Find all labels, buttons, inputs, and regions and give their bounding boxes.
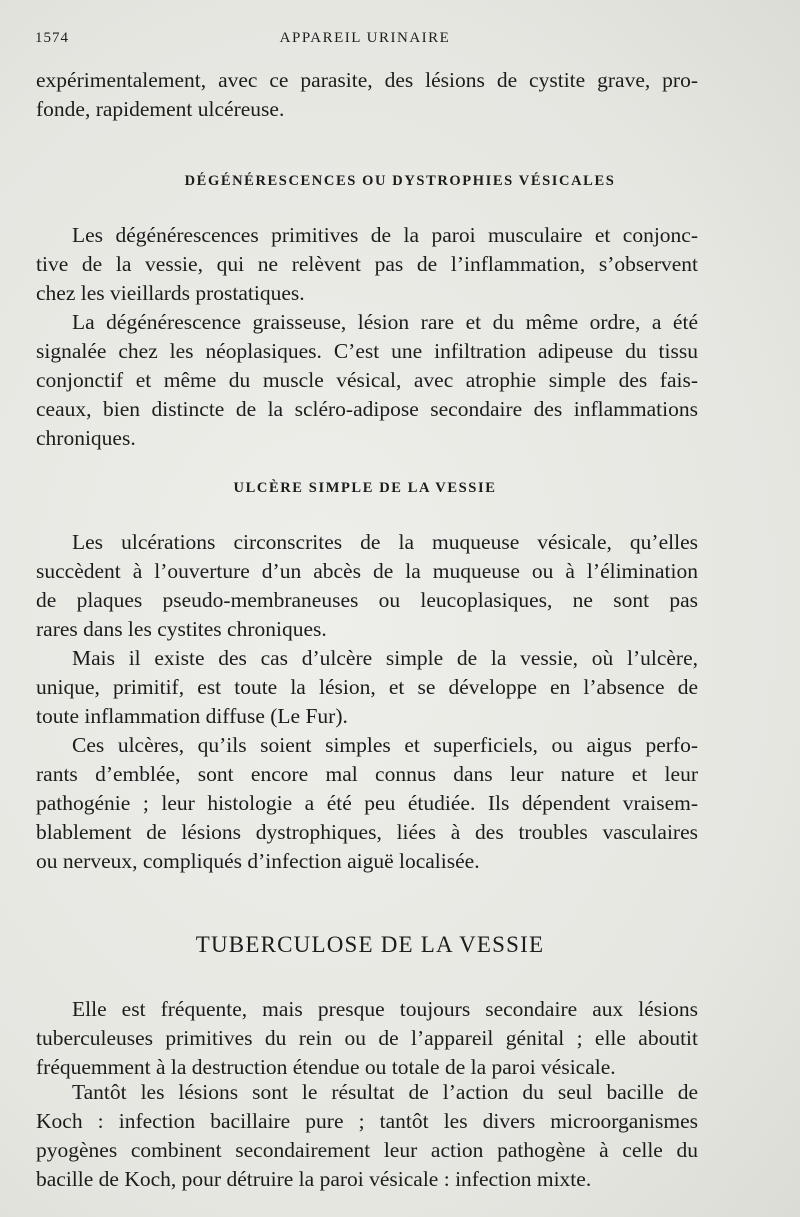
- text-line: chroniques.: [36, 426, 136, 450]
- text-line: chez les vieillards prostatiques.: [36, 281, 305, 305]
- text-line: succèdent à l’ouverture d’un abcès de la muqueuse ou à l’élimination: [36, 559, 698, 583]
- paragraph-ulcere-2: [36, 644, 698, 731]
- text-line: fonde, rapidement ulcéreuse.: [36, 97, 285, 121]
- paragraph-tuberculose-2: [36, 1078, 698, 1194]
- section-heading-tuberculose: TUBERCULOSE DE LA VESSIE: [195, 932, 545, 957]
- text-line: rares dans les cystites chroniques.: [36, 617, 327, 641]
- paragraph-degenerescences-1: [36, 221, 698, 308]
- running-head: [35, 30, 695, 54]
- text-line: Koch : infection bacillaire pure ; tantôt les divers microorganismes: [36, 1109, 698, 1133]
- text-line: expérimentalement, avec ce parasite, des lésions de cystite grave, pro-: [36, 68, 698, 92]
- text-line: rants d’emblée, sont encore mal connus dans leur nature et leur: [36, 762, 698, 786]
- page-number: 1574: [35, 30, 69, 46]
- text-line: de plaques pseudo-membraneuses ou leucoplasiques, ne sont pas: [36, 588, 698, 612]
- text-line: ou nerveux, compliqués d’infection aiguë localisée.: [36, 849, 480, 873]
- text-line: tuberculeuses primitives du rein ou de l’appareil génital ; elle aboutit: [36, 1026, 698, 1050]
- text-line: ceaux, bien distincte de la scléro-adipose secondaire des inflammations: [36, 397, 698, 421]
- text-line: Les ulcérations circonscrites de la muqueuse vésicale, qu’elles: [72, 530, 698, 554]
- paragraph-tuberculose-1: [36, 995, 698, 1082]
- text-line: signalée chez les néoplasiques. C’est une infiltration adipeuse du tissu: [36, 339, 698, 363]
- text-line: tive de la vessie, qui ne relèvent pas de l’inflammation, s’observent: [36, 252, 698, 276]
- section-heading-degenerescences: DÉGÉNÉRESCENCES OU DYSTROPHIES VÉSICALES: [184, 173, 616, 189]
- paragraph-degenerescences-2: [36, 308, 698, 453]
- text-line: Elle est fréquente, mais presque toujours secondaire aux lésions: [72, 997, 698, 1021]
- intro-paragraph: [36, 66, 698, 124]
- running-title: APPAREIL URINAIRE: [279, 30, 451, 46]
- section-heading-ulcere: ULCÈRE SIMPLE DE LA VESSIE: [233, 480, 497, 496]
- text-line: fréquemment à la destruction étendue ou totale de la paroi vésicale.: [36, 1055, 616, 1079]
- text-line: pathogénie ; leur histologie a été peu étudiée. Ils dépendent vraisem-: [36, 791, 698, 815]
- text-line: conjonctif et même du muscle vésical, avec atrophie simple des fais-: [36, 368, 698, 392]
- text-line: Tantôt les lésions sont le résultat de l’action du seul bacille de: [72, 1080, 698, 1104]
- text-line: Les dégénérescences primitives de la paroi musculaire et conjonc-: [72, 223, 698, 247]
- text-line: Ces ulcères, qu’ils soient simples et superficiels, ou aigus perfo-: [72, 733, 698, 757]
- text-line: blablement de lésions dystrophiques, liées à des troubles vasculaires: [36, 820, 698, 844]
- paragraph-ulcere-3: [36, 731, 698, 876]
- text-line: Mais il existe des cas d’ulcère simple de la vessie, où l’ulcère,: [72, 646, 698, 670]
- text-line: pyogènes combinent secondairement leur action pathogène à celle du: [36, 1138, 698, 1162]
- paragraph-ulcere-1: [36, 528, 698, 644]
- text-line: toute inflammation diffuse (Le Fur).: [36, 704, 348, 728]
- text-line: La dégénérescence graisseuse, lésion rare et du même ordre, a été: [72, 310, 698, 334]
- text-line: unique, primitif, est toute la lésion, et se développe en l’absence de: [36, 675, 698, 699]
- text-line: bacille de Koch, pour détruire la paroi vésicale : infection mixte.: [36, 1167, 592, 1191]
